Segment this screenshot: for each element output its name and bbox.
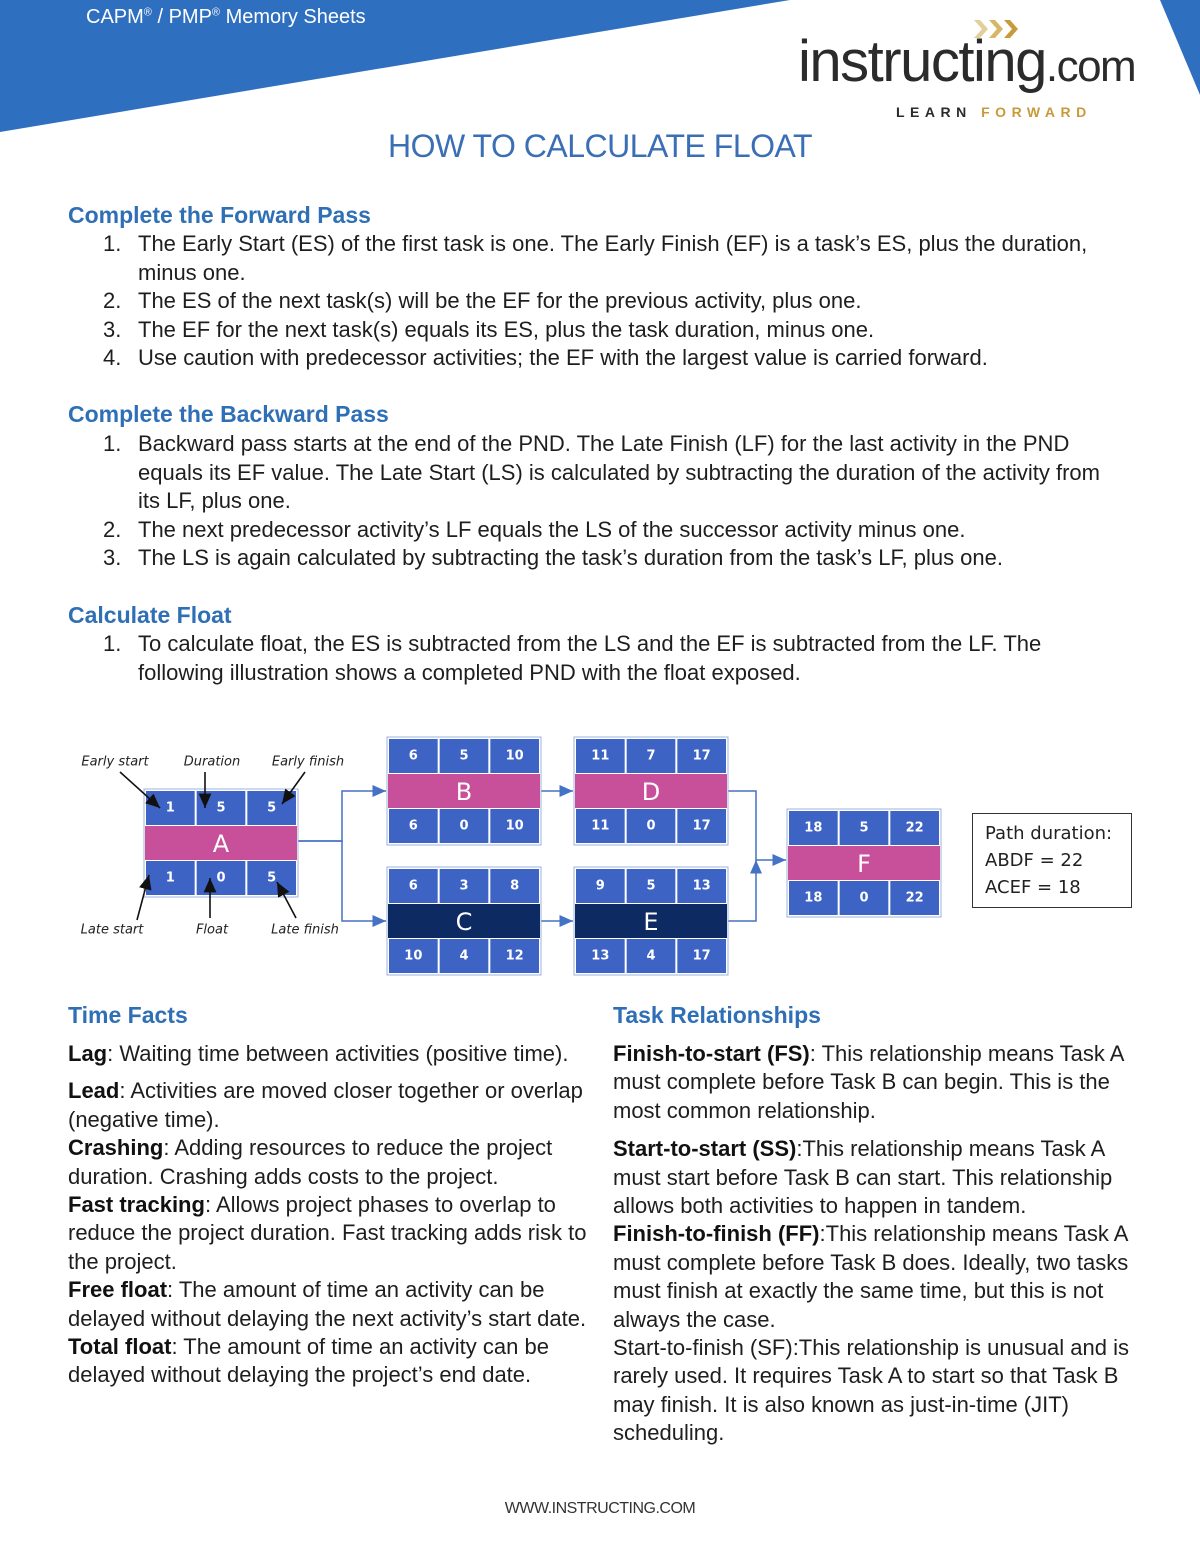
time-fact-free-float: Free float: The amount of time an activity can be delayed without delaying the next activity’s start date. (68, 1277, 587, 1331)
footer-url: WWW.INSTRUCTING.COM (504, 1500, 696, 1517)
list-item: 3. The LS is again calculated by subtracting the task’s duration from the task’s LF, plus one. (103, 545, 1004, 570)
node-f-bottom-value: 22 (905, 890, 924, 906)
instructing-logo (798, 18, 1138, 128)
legend-late-finish: Late finish (271, 922, 339, 938)
node-d-top-value: 11 (591, 748, 610, 764)
relationship-finish-to-start: Finish-to-start (FS): This relationship means Task A must complete before Task B can begin. This is the most common relationship. (613, 1041, 1124, 1123)
list-item: 1. The Early Start (ES) of the first task is one. The Early Finish (EF) is a task’s ES, plus the duration, minus one. (103, 231, 1088, 285)
list-item: 2. The next predecessor activity’s LF equals the LS of the successor activity minus one. (103, 516, 966, 542)
relationship-start-to-finish: Start-to-finish (SF):This relationship is unusual and is rarely used. It requires Task A to start so that Task B may finish. It is also known as just-in-time (JIT) scheduling. (613, 1335, 1129, 1446)
node-a-top-value: 1 (165, 800, 175, 816)
node-b-bottom-value: 6 (408, 818, 418, 834)
node-f-bottom-value: 18 (804, 890, 823, 906)
connector-a-c (297, 841, 386, 921)
legend-early-start: Early start (81, 754, 149, 770)
heading-task-relationships: Task Relationships (613, 1002, 821, 1028)
calculate-float-list (103, 630, 1113, 687)
node-c-bottom-value: 12 (505, 948, 524, 964)
logo-tagline-learn: LEARN (896, 104, 972, 120)
connector-a-b (297, 791, 386, 841)
node-e-top-value: 9 (595, 878, 605, 894)
node-d-top-value: 17 (692, 748, 711, 764)
legend-duration: Duration (183, 754, 241, 770)
task-relationships-list (613, 1040, 1138, 1448)
node-a-bottom-value: 5 (267, 870, 277, 886)
node-a-name: A (212, 830, 230, 858)
path-abdf: ABDF = 22 (985, 850, 1084, 871)
node-d-name: D (641, 778, 661, 806)
legend-float: Float (195, 922, 229, 938)
node-f-top-value: 22 (905, 820, 924, 836)
node-f-bottom-value: 0 (859, 890, 869, 906)
list-item: 3. The EF for the next task(s) equals its ES, plus the task duration, minus one. (103, 316, 875, 342)
logo-name: instructing (798, 29, 1046, 94)
node-b-top-value: 5 (459, 748, 469, 764)
logo-domain: .com (1045, 42, 1136, 91)
node-e-top-value: 13 (692, 878, 711, 894)
node-e-bottom-value: 13 (591, 948, 610, 964)
list-item: 1. Backward pass starts at the end of the PND. The Late Finish (LF) for the last activity in the PND equals its EF value. The Late Start (LS) is calculated by subtracting the duration of the activity from its LF, plus one. (103, 431, 1100, 513)
precedence-network-diagram (70, 730, 950, 990)
heading-calculate-float: Calculate Float (68, 602, 232, 628)
node-a-top-value: 5 (267, 800, 277, 816)
path-duration-box (972, 813, 1132, 908)
node-c-top-value: 8 (510, 878, 520, 894)
node-d-bottom-value: 17 (692, 818, 711, 834)
heading-forward-pass: Complete the Forward Pass (68, 202, 371, 228)
relationship-finish-to-finish: Finish-to-finish (FF):This relationship means Task A must complete before Task B does. Ideally, two tasks must finish at exactly the same time, but this is not always the case. (613, 1221, 1129, 1332)
forward-pass-list (103, 230, 1113, 373)
node-c-bottom-value: 10 (404, 948, 423, 964)
connector-d-f (727, 791, 786, 860)
node-b-top-value: 10 (505, 748, 524, 764)
node-d-bottom-value: 11 (591, 818, 610, 834)
path-duration-title: Path duration: (985, 823, 1113, 844)
node-b-top-value: 6 (408, 748, 418, 764)
relationship-start-to-start: Start-to-start (SS):This relationship means Task A must start before Task B can start. This relationship allows both activities to happen in tandem. (613, 1136, 1113, 1219)
time-fact-crashing: Crashing: Adding resources to reduce the project duration. Crashing adds costs to the project. (68, 1135, 553, 1189)
time-facts-list (68, 1040, 596, 1390)
node-d-top-value: 7 (646, 748, 656, 764)
legend-early-finish: Early finish (271, 754, 345, 770)
time-fact-fast-tracking: Fast tracking: Allows project phases to overlap to reduce the project duration. Fast tracking adds risk to the project. (68, 1192, 587, 1274)
node-d-bottom-value: 0 (646, 818, 656, 834)
logo-tagline-forward: FORWARD (981, 104, 1092, 120)
node-f-name: F (857, 850, 871, 878)
node-a-top-value: 5 (216, 800, 226, 816)
node-c-bottom-value: 4 (459, 948, 469, 964)
time-fact-lead: Lead: Activities are moved closer together or overlap (negative time). (68, 1078, 583, 1132)
node-c-top-value: 6 (408, 878, 418, 894)
node-c-top-value: 3 (459, 878, 469, 894)
page-title: HOW TO CALCULATE FLOAT (387, 128, 813, 164)
node-a-bottom-value: 0 (216, 870, 226, 886)
backward-pass-list (103, 430, 1113, 573)
list-item: 1. To calculate float, the ES is subtracted from the LS and the EF is subtracted from the LF. The following illustration shows a completed PND with the float exposed. (103, 631, 1042, 685)
list-item: 4. Use caution with predecessor activities; the EF with the largest value is carried forward. (103, 345, 988, 370)
node-e-name: E (643, 908, 659, 936)
list-item: 2. The ES of the next task(s) will be the EF for the previous activity, plus one. (103, 288, 862, 313)
connector-e-f (727, 860, 756, 921)
node-b-bottom-value: 10 (505, 818, 524, 834)
node-b-name: B (455, 778, 473, 806)
node-c-name: C (455, 908, 473, 936)
node-f-top-value: 5 (859, 820, 869, 836)
node-b-bottom-value: 0 (459, 818, 469, 834)
heading-time-facts: Time Facts (68, 1002, 188, 1028)
node-e-top-value: 5 (646, 878, 656, 894)
node-a-bottom-value: 1 (165, 870, 175, 886)
heading-backward-pass: Complete the Backward Pass (68, 401, 389, 427)
node-e-bottom-value: 17 (692, 948, 711, 964)
node-e-bottom-value: 4 (646, 948, 656, 964)
path-acef: ACEF = 18 (985, 877, 1081, 898)
node-f-top-value: 18 (804, 820, 823, 836)
time-fact-total-float: Total float: The amount of time an activity can be delayed without delaying the project’s end date. (68, 1334, 549, 1388)
series-title: CAPM® / PMP® Memory Sheets (86, 6, 366, 28)
legend-late-start: Late start (80, 922, 144, 938)
time-fact-lag: Lag: Waiting time between activities (positive time). (68, 1041, 569, 1066)
